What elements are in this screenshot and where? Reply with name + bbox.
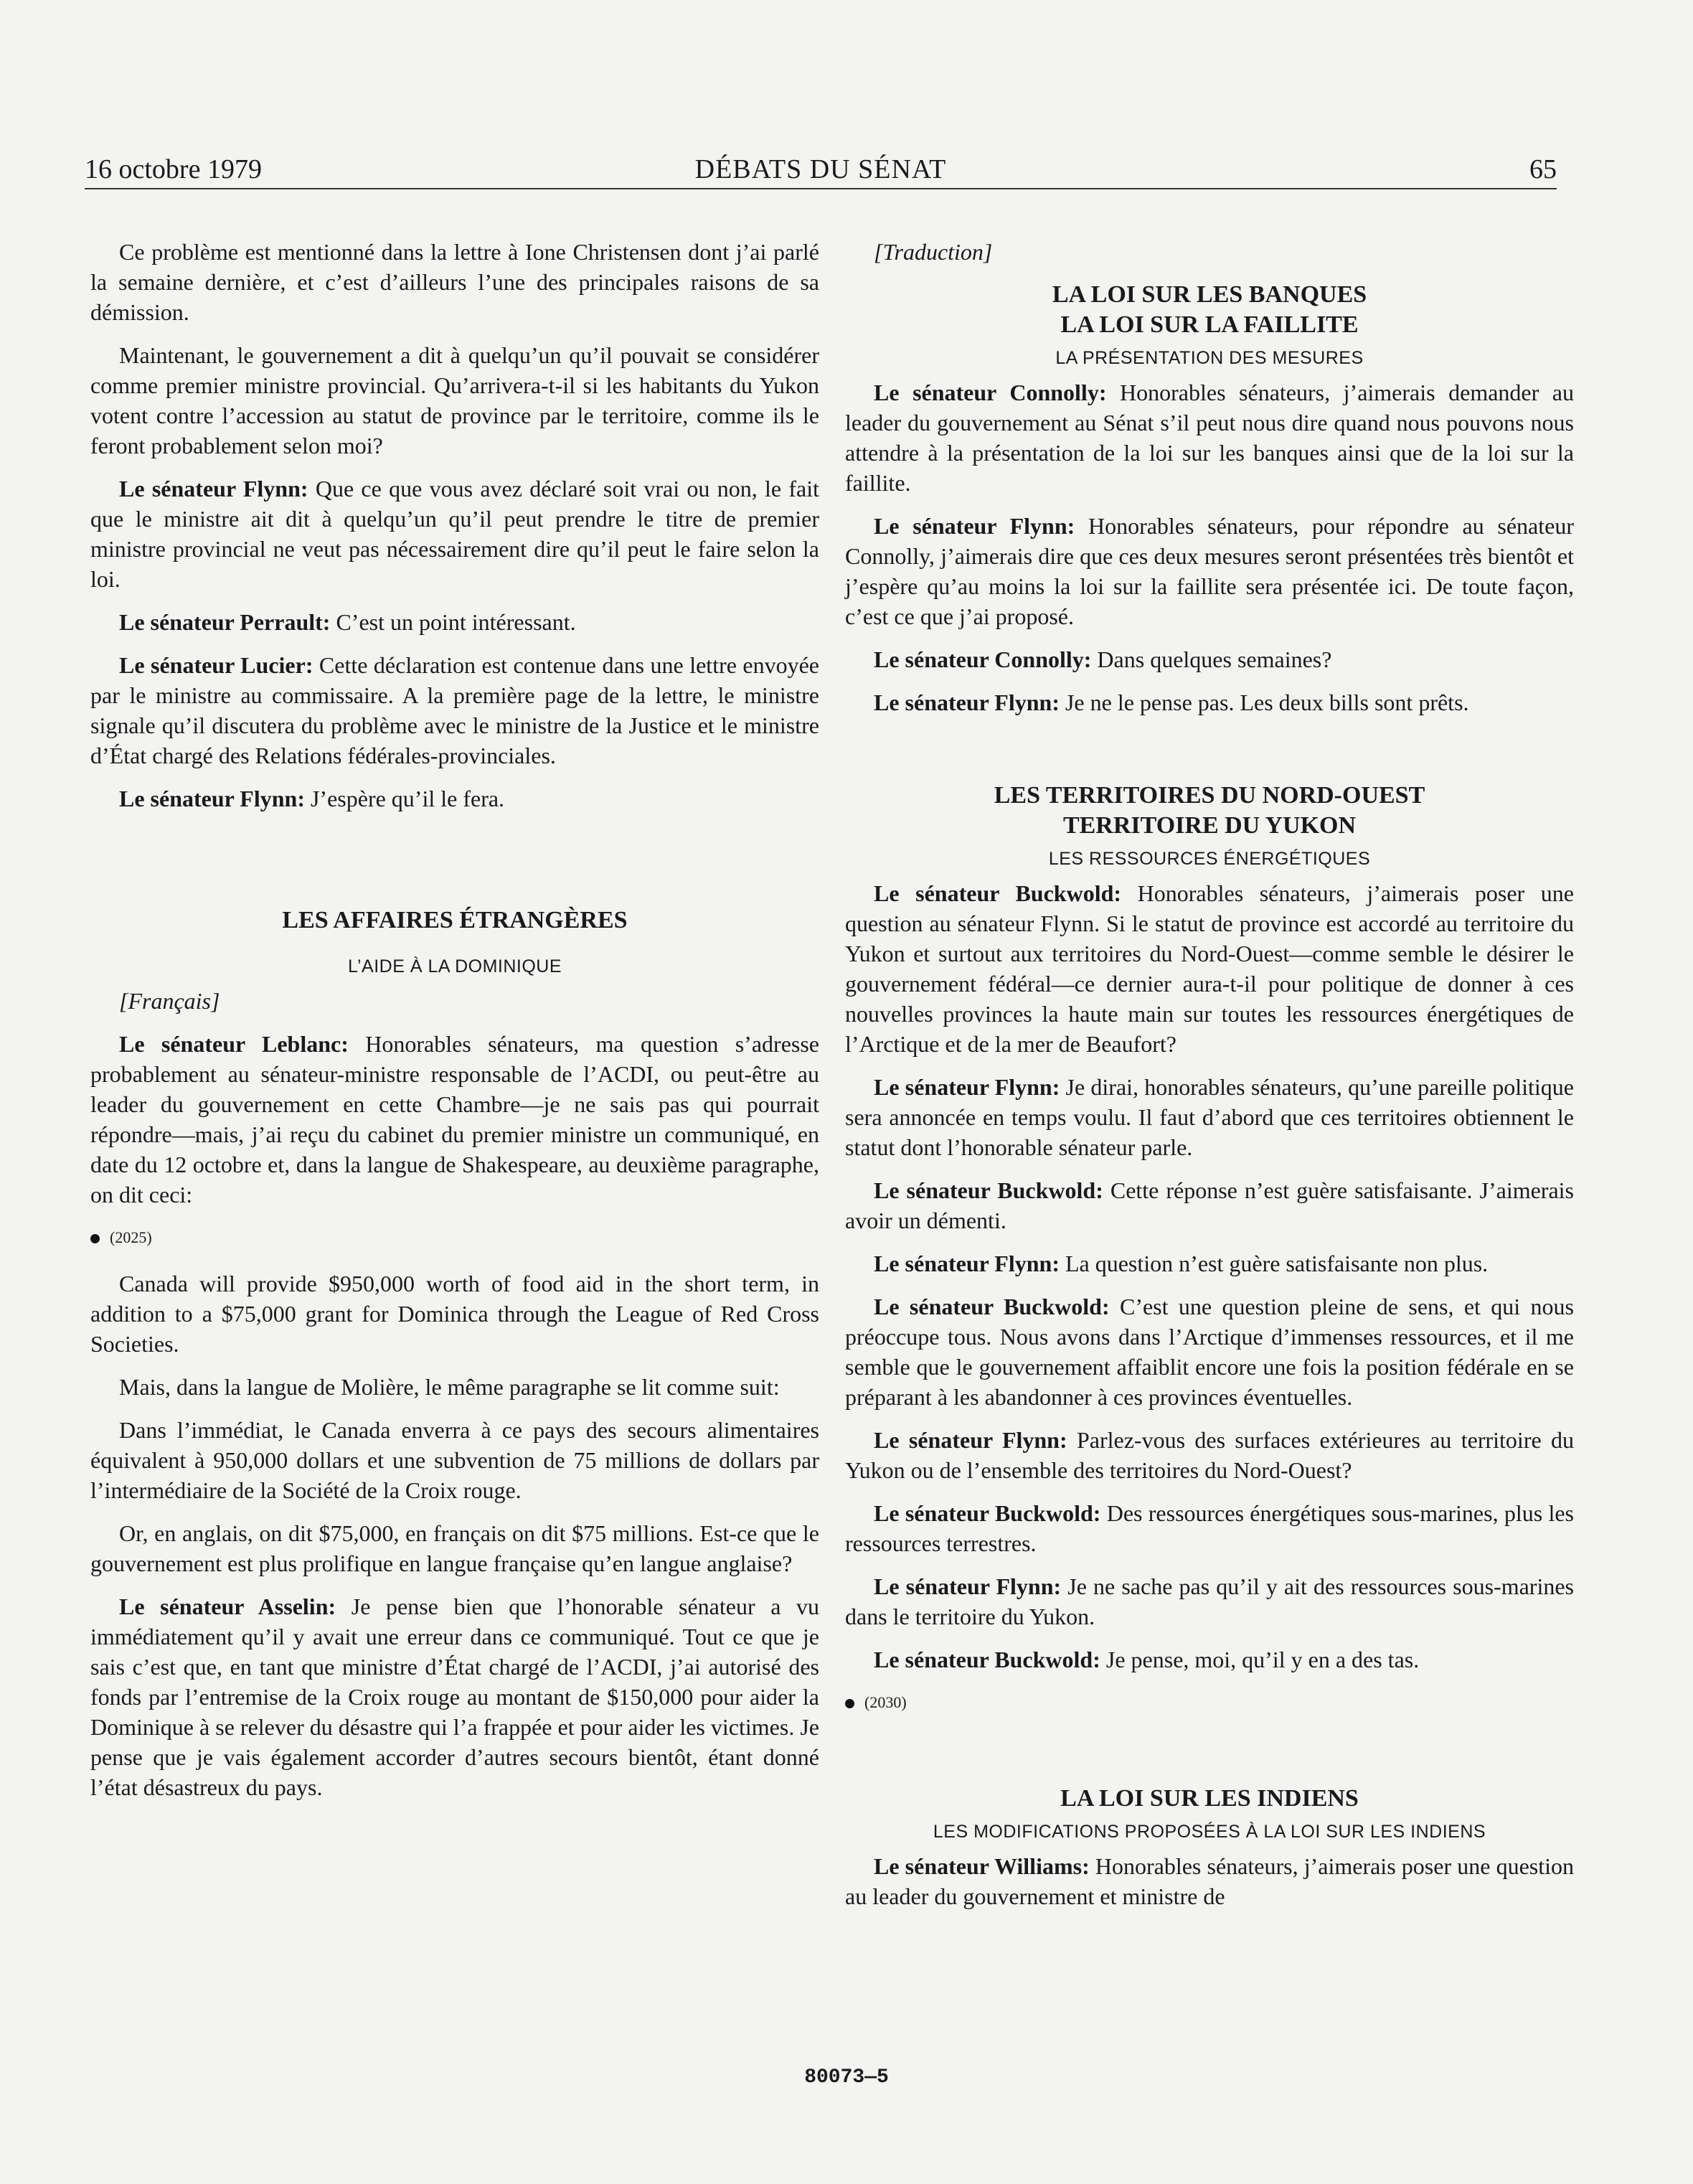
speaker-name: Le sénateur Connolly: [874, 646, 1092, 672]
speaker-name: Le sénateur Flynn: [874, 1573, 1062, 1599]
paragraph: Ce problème est mentionné dans la lettre à Ione Christensen dont j’ai parlé la semaine dernière, et c’est d’ailleurs l’une des principales raisons de sa démission. [90, 239, 819, 325]
speech-text: Honorables sénateurs, j’aimerais poser une question au sénateur Flynn. Si le statut de province est accordé au territoire du Yukon et surtout aux territoires du Nord-Ouest—comme semble le désirer le gouvernement fédéral—ce dernier aura-t-il pour politique de donner à ces nouvelles provinces la haute main sur toutes les ressources énergétiques de l’Arctique et de la mer de Beaufort? [845, 880, 1575, 1057]
speaker-name: Le sénateur Williams: [874, 1853, 1090, 1879]
language-note: [Traduction] [874, 239, 993, 265]
paragraph [845, 1425, 1574, 1485]
paragraph [90, 1591, 819, 1802]
speaker-name: Le sénateur Flynn: [874, 1427, 1067, 1453]
language-note: [Français] [119, 988, 220, 1014]
paragraph [845, 1248, 1574, 1279]
speech-text: Je ne sache pas qu’il y ait des ressources sous-marines dans le territoire du Yukon. [845, 1573, 1575, 1629]
header-title: DÉBATS DU SÉNAT [694, 154, 947, 184]
paragraph [90, 607, 819, 637]
speech-text: Honorables sénateurs, j’aimerais demander au leader du gouvernement au Sénat s’il peut nous dire quand nous pouvons nous attendre à la présentation de la loi sur les banques ainsi que de la loi sur la faillite. [845, 380, 1575, 496]
section-title: LA LOI SUR LES BANQUES [1052, 281, 1367, 308]
speech-text: Parlez-vous des surfaces extérieures au territoire du Yukon ou de l’ensemble des territoires du Nord-Ouest? [845, 1427, 1575, 1483]
speech-text: Cette déclaration est contenue dans une lettre envoyée par le ministre au commissaire. A la première page de la lettre, le ministre signale qu’il discutera du problème avec le ministre de la Justice et le ministre d’État chargé des Relations fédérales-provinciales. [90, 652, 820, 768]
paragraph [845, 687, 1574, 717]
section-title: LA LOI SUR LES INDIENS [1060, 1785, 1359, 1812]
speech-text: Honorables sénateurs, ma question s’adresse probablement au sénateur-ministre responsable de l’ACDI, ou peut-être au leader du gouvernement en cette Chambre—je ne sais pas qui pourrait répondre—mais, j’ai reçu du cabinet du premier ministre un communiqué, en date du 12 octobre et, dans la langue de Shakespeare, au deuxième paragraphe, on dit ceci: [90, 1031, 820, 1208]
paragraph [90, 650, 819, 771]
speaker-name: Le sénateur Buckwold: [874, 1500, 1101, 1526]
paragraph [845, 1072, 1574, 1162]
speaker-name: Le sénateur Flynn: [119, 476, 308, 502]
page-header [85, 151, 1557, 189]
paragraph [845, 1291, 1574, 1412]
speech-text: Honorables sénateurs, pour répondre au sénateur Connolly, j’aimerais dire que ces deux mesures seront présentées très bientôt et j’espère qu’au moins la loi sur la faillite sera présentée ici. De toute façon, c’est ce que j’ai proposé. [845, 513, 1575, 629]
paragraph [845, 644, 1574, 674]
header-page-number: 65 [1529, 154, 1557, 184]
bullet-icon [90, 1234, 100, 1243]
speaker-name: Le sénateur Buckwold: [874, 1294, 1110, 1319]
speech-text: C’est une question pleine de sens, et qui nous préoccupe tous. Nous avons dans l’Arctique d’immenses ressources, et il me semble que le gouvernement affaiblit encore une fois la position fédérale en se préparant à les abandonner à ces provinces éventuelles. [845, 1294, 1575, 1410]
paragraph [845, 1571, 1574, 1632]
speaker-name: Le sénateur Flynn: [874, 689, 1060, 715]
speech-text: Je ne le pense pas. Les deux bills sont prêts. [1059, 689, 1469, 715]
section-subtitle: LES MODIFICATIONS PROPOSÉES À LA LOI SUR LES INDIENS [933, 1822, 1486, 1842]
speech-text: Que ce que vous avez déclaré soit vrai ou non, le fait que le ministre ait dit à quelqu’un qu’il peut prendre le titre de premier ministre provincial ne veut pas nécessairement dire qu’il peut le faire selon la loi. [90, 476, 820, 592]
time-marker: (2030) [845, 1688, 1574, 1718]
speaker-name: Le sénateur Buckwold: [874, 1647, 1100, 1672]
speech-text: Des ressources énergétiques sous-marines, plus les ressources terrestres. [845, 1500, 1575, 1556]
section-title: LA LOI SUR LA FAILLITE [1060, 311, 1359, 338]
bullet-icon [845, 1699, 854, 1708]
paragraph [90, 783, 819, 814]
paragraph [845, 511, 1574, 631]
paragraph [845, 1498, 1574, 1558]
speech-text: Je pense, moi, qu’il y en a des tas. [1100, 1647, 1420, 1672]
right-column [845, 237, 1574, 1924]
paragraph [845, 878, 1574, 1059]
speaker-name: Le sénateur Connolly: [874, 380, 1107, 405]
speaker-name: Le sénateur Buckwold: [874, 880, 1122, 906]
paragraph: Mais, dans la langue de Molière, le même paragraphe se lit comme suit: [119, 1374, 780, 1400]
speaker-name: Le sénateur Leblanc: [119, 1031, 349, 1057]
left-column [90, 237, 819, 1815]
paragraph [90, 474, 819, 594]
section-title: TERRITOIRE DU YUKON [1062, 812, 1357, 839]
speech-text: Je pense bien que l’honorable sénateur a vu immédiatement qu’il y avait une erreur dans ce communiqué. Tout ce que je sais c’est que, en tant que ministre d’État chargé de l’ACDI, j’ai autorisé des fonds par l’entremise de la Croix rouge au montant de $150,000 pour aider la Dominique à se relever du désastre qui l’a frappée et pour aider les victimes. Je pense que je vais également accorder d’autres secours bientôt, étant donné l’état désastreux du pays. [90, 1594, 820, 1800]
speaker-name: Le sénateur Lucier: [119, 652, 313, 678]
speaker-name: Le sénateur Flynn: [874, 513, 1075, 539]
quotation: Dans l’immédiat, le Canada enverra à ce pays des secours alimentaires équivalent à 950,000 dollars et une subvention de 75 millions de dollars par l’intermédiaire de la Société de la Croix rouge. [90, 1417, 819, 1503]
speaker-name: Le sénateur Flynn: [874, 1251, 1060, 1276]
speech-text: Je dirai, honorables sénateurs, qu’une pareille politique sera annoncée en temps voulu. Il faut d’abord que ces territoires obtiennent le statut dont l’honorable sénateur parle. [845, 1074, 1575, 1160]
speech-text: C’est un point intéressant. [330, 609, 576, 635]
speech-text: Honorables sénateurs, j’aimerais poser une question au leader du gouvernement et ministre de [845, 1853, 1575, 1909]
speaker-name: Le sénateur Perrault: [119, 609, 331, 635]
page-footer: 80073—5 [804, 2066, 889, 2089]
paragraph [845, 377, 1574, 498]
section-title: LES AFFAIRES ÉTRANGÈRES [282, 907, 628, 933]
paragraph [90, 1029, 819, 1210]
section-subtitle: L’AIDE À LA DOMINIQUE [347, 956, 562, 976]
speaker-name: Le sénateur Buckwold: [874, 1177, 1103, 1203]
paragraph [845, 1175, 1574, 1235]
paragraph: Maintenant, le gouvernement a dit à quelqu’un qu’il pouvait se considérer comme premier ministre provincial. Qu’arrivera-t-il si les habitants du Yukon votent contre l’accession au statut de province par le territoire, comme ils le feront probablement selon moi? [90, 342, 819, 458]
section-subtitle: LA PRÉSENTATION DES MESURES [1055, 348, 1364, 368]
header-date: 16 octobre 1979 [85, 154, 262, 184]
speech-text: Cette réponse n’est guère satisfaisante. J’aimerais avoir un démenti. [845, 1177, 1575, 1233]
speech-text: Dans quelques semaines? [1091, 646, 1332, 672]
section-subtitle: LES RESSOURCES ÉNERGÉTIQUES [1048, 849, 1371, 869]
speaker-name: Le sénateur Flynn: [874, 1074, 1060, 1100]
paragraph [845, 1644, 1574, 1675]
speaker-name: Le sénateur Flynn: [119, 786, 305, 811]
paragraph: Or, en anglais, on dit $75,000, en français on dit $75 millions. Est-ce que le gouvernement est plus prolifique en langue française qu’en langue anglaise? [90, 1520, 819, 1576]
speaker-name: Le sénateur Asselin: [119, 1594, 336, 1619]
time-marker: (2025) [90, 1223, 819, 1253]
quotation: Canada will provide $950,000 worth of food aid in the short term, in addition to a $75,000 grant for Dominica through the League of Red Cross Societies. [90, 1271, 819, 1357]
speech-text: J’espère qu’il le fera. [304, 786, 505, 811]
section-title: LES TERRITOIRES DU NORD-OUEST [994, 782, 1425, 809]
speech-text: La question n’est guère satisfaisante non plus. [1059, 1251, 1489, 1276]
paragraph [845, 1851, 1574, 1911]
